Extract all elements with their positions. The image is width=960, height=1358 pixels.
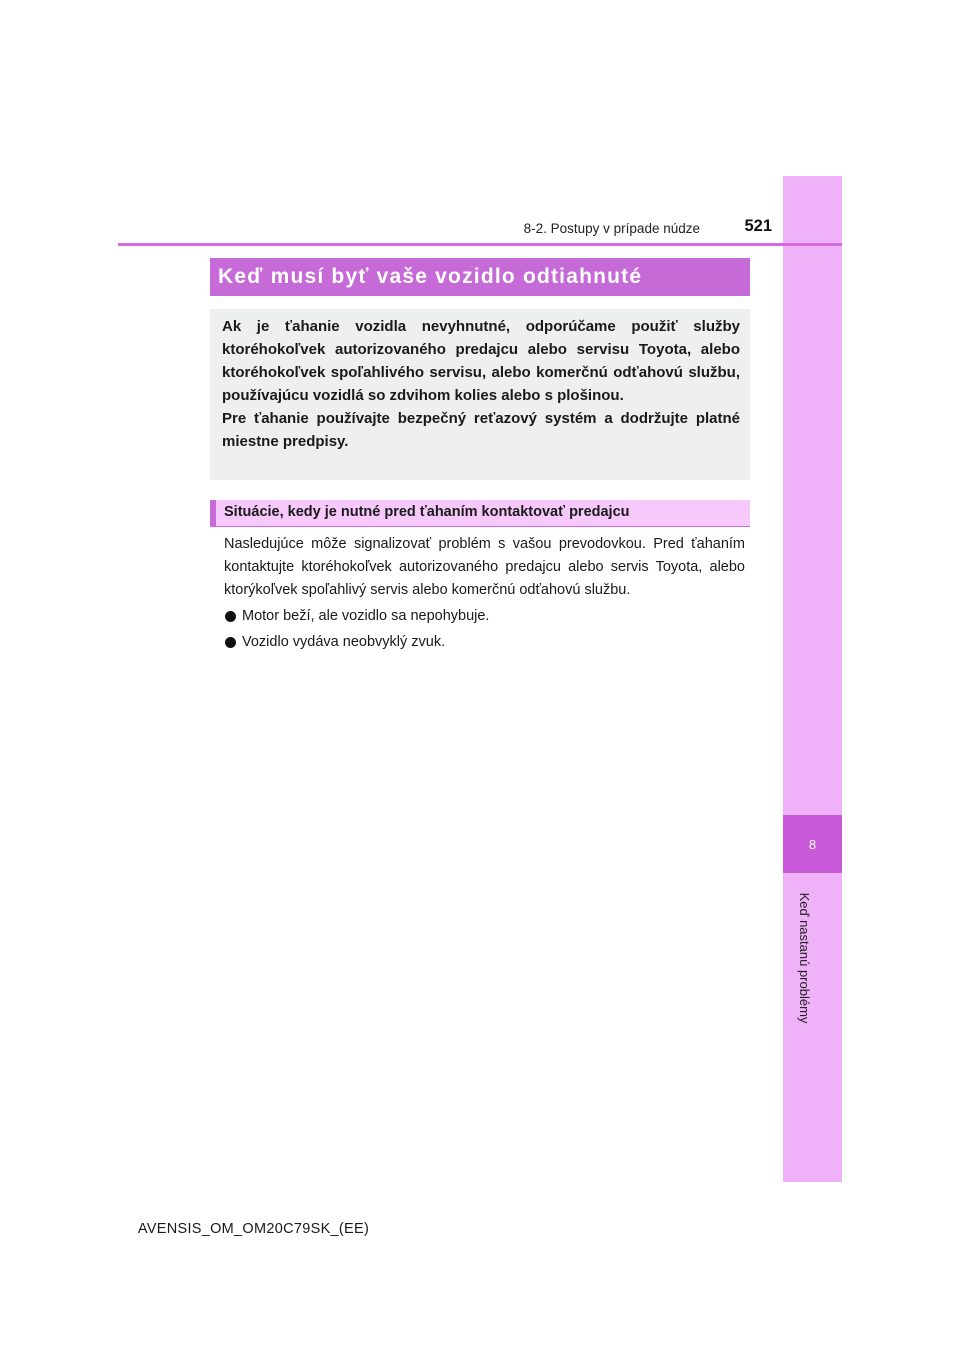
document-code: AVENSIS_OM_OM20C79SK_(EE) <box>137 1221 370 1237</box>
intro-box <box>210 309 750 480</box>
list-item <box>224 631 745 654</box>
list-item <box>224 605 745 628</box>
body-content <box>224 533 745 654</box>
bullet-icon <box>225 637 236 648</box>
subheading-bar <box>210 500 750 527</box>
section-title: Keď musí byť vaše vozidlo odtiahnuté <box>218 265 643 288</box>
chapter-side-tab <box>783 176 842 1182</box>
chapter-number-tab <box>783 815 842 873</box>
subheading-accent <box>210 500 216 526</box>
section-title-bar <box>210 258 750 296</box>
body-paragraph: Nasledujúce môže signalizovať problém s vašou prevodovkou. Pred ťahaním kontaktujte ktoréhokoľvek autorizovaného predajcu alebo servis Toyota, alebo ktorýkoľvek spoľahlivý servis alebo komerčnú odťahovú službu. <box>224 536 745 598</box>
header-divider <box>118 243 842 246</box>
intro-paragraph-1: Ak je ťahanie vozidla nevyhnutné, odporúčame použiť služby ktoréhokoľvek autorizovaného predajcu alebo servisu Toyota, alebo ktoréhokoľvek spoľahlivého servisu, alebo komerčnú odťahovú službu, používajúcu vozidlá so zdvihom kolies alebo s plošinou. <box>222 318 740 404</box>
subheading: Situácie, kedy je nutné pred ťahaním kontaktovať predajcu <box>224 504 630 520</box>
list-item-text: Motor beží, ale vozidlo sa nepohybuje. <box>242 608 490 624</box>
intro-paragraph-2: Pre ťahanie používajte bezpečný reťazový systém a dodržujte platné miestne predpisy. <box>222 410 740 450</box>
chapter-number: 8 <box>808 836 817 852</box>
page-number: 521 <box>744 217 772 235</box>
list-item-text: Vozidlo vydáva neobvyklý zvuk. <box>242 634 446 650</box>
chapter-title-vertical: Keď nastanú problémy <box>797 892 812 1024</box>
bullet-icon <box>225 611 236 622</box>
header-section-title: 8-2. Postupy v prípade núdze <box>523 221 700 236</box>
